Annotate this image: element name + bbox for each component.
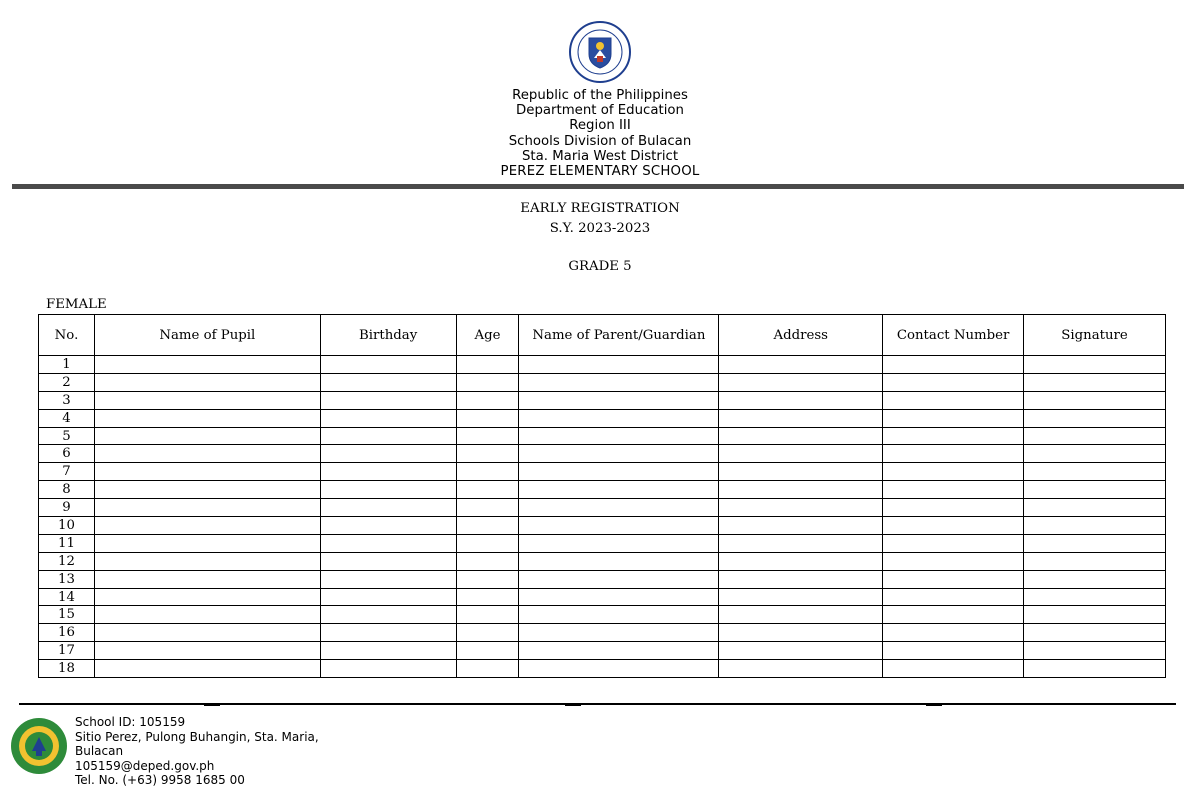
blank-cell[interactable]: [1024, 606, 1166, 624]
table-row: [39, 373, 1166, 391]
blank-cell[interactable]: [320, 373, 456, 391]
row-number: 18: [39, 660, 95, 678]
blank-cell[interactable]: [1024, 624, 1166, 642]
blank-cell[interactable]: [456, 463, 519, 481]
blank-cell[interactable]: [519, 588, 719, 606]
blank-cell[interactable]: [94, 606, 320, 624]
column-header-signature: Signature: [1024, 315, 1166, 356]
blank-cell[interactable]: [456, 642, 519, 660]
blank-cell[interactable]: [456, 534, 519, 552]
row-number: 9: [39, 499, 95, 517]
letterhead-line: Sta. Maria West District: [521, 148, 679, 164]
blank-cell[interactable]: [94, 552, 320, 570]
blank-cell[interactable]: [1024, 534, 1166, 552]
table-body: [39, 356, 1166, 678]
blank-cell[interactable]: [883, 463, 1024, 481]
blank-cell[interactable]: [456, 499, 519, 517]
blank-cell[interactable]: [519, 606, 719, 624]
school-email: 105159@deped.gov.ph: [75, 758, 215, 773]
blank-cell[interactable]: [456, 552, 519, 570]
row-number: 13: [39, 570, 95, 588]
letterhead-line: Department of Education: [516, 103, 684, 119]
blank-cell[interactable]: [883, 624, 1024, 642]
blank-cell[interactable]: [519, 517, 719, 535]
divider-tick: [926, 704, 942, 706]
column-header-birthday: Birthday: [320, 315, 456, 356]
blank-cell[interactable]: [320, 570, 456, 588]
blank-cell[interactable]: [1024, 517, 1166, 535]
blank-cell[interactable]: [320, 660, 456, 678]
row-number: 14: [39, 588, 95, 606]
table-row: [39, 356, 1166, 374]
blank-cell[interactable]: [320, 409, 456, 427]
blank-cell[interactable]: [1024, 356, 1166, 374]
blank-cell[interactable]: [320, 391, 456, 409]
footer-divider: [19, 703, 1176, 705]
blank-cell[interactable]: [94, 624, 320, 642]
blank-cell[interactable]: [519, 373, 719, 391]
table-row: [39, 391, 1166, 409]
blank-cell[interactable]: [883, 534, 1024, 552]
blank-cell[interactable]: [719, 373, 883, 391]
blank-cell[interactable]: [456, 427, 519, 445]
blank-cell[interactable]: [519, 391, 719, 409]
section-label: FEMALE: [46, 297, 107, 312]
blank-cell[interactable]: [519, 660, 719, 678]
column-header-name: Name of Pupil: [94, 315, 320, 356]
blank-cell[interactable]: [719, 534, 883, 552]
blank-cell[interactable]: [1024, 463, 1166, 481]
table-row: [39, 445, 1166, 463]
blank-cell[interactable]: [94, 356, 320, 374]
blank-cell[interactable]: [719, 427, 883, 445]
table-row: [39, 570, 1166, 588]
blank-cell[interactable]: [719, 660, 883, 678]
blank-cell[interactable]: [320, 427, 456, 445]
column-header-age: Age: [456, 315, 519, 356]
blank-cell[interactable]: [94, 642, 320, 660]
row-number: 4: [39, 409, 95, 427]
row-number: 15: [39, 606, 95, 624]
blank-cell[interactable]: [1024, 570, 1166, 588]
blank-cell[interactable]: [320, 606, 456, 624]
blank-cell[interactable]: [719, 481, 883, 499]
row-number: 2: [39, 373, 95, 391]
table-row: [39, 463, 1166, 481]
blank-cell[interactable]: [94, 409, 320, 427]
blank-cell[interactable]: [883, 427, 1024, 445]
column-header-parent: Name of Parent/Guardian: [519, 315, 719, 356]
table-row: [39, 499, 1166, 517]
blank-cell[interactable]: [719, 409, 883, 427]
table-row: [39, 409, 1166, 427]
blank-cell[interactable]: [519, 481, 719, 499]
blank-cell[interactable]: [320, 642, 456, 660]
blank-cell[interactable]: [719, 499, 883, 517]
blank-cell[interactable]: [456, 660, 519, 678]
column-header-no: No.: [39, 315, 95, 356]
table-row: [39, 660, 1166, 678]
row-number: 16: [39, 624, 95, 642]
blank-cell[interactable]: [456, 570, 519, 588]
school-telephone: Tel. No. (+63) 9958 1685 00: [75, 773, 245, 787]
blank-cell[interactable]: [1024, 409, 1166, 427]
table-header-row: [39, 315, 1166, 356]
blank-cell[interactable]: [719, 588, 883, 606]
table-row: [39, 534, 1166, 552]
blank-cell[interactable]: [719, 356, 883, 374]
blank-cell[interactable]: [519, 534, 719, 552]
blank-cell[interactable]: [883, 517, 1024, 535]
blank-cell[interactable]: [456, 481, 519, 499]
row-number: 3: [39, 391, 95, 409]
blank-cell[interactable]: [883, 373, 1024, 391]
row-number: 5: [39, 427, 95, 445]
blank-cell[interactable]: [320, 534, 456, 552]
blank-cell[interactable]: [94, 373, 320, 391]
blank-cell[interactable]: [94, 427, 320, 445]
blank-cell[interactable]: [94, 391, 320, 409]
table-row: [39, 552, 1166, 570]
school-name: PEREZ ELEMENTARY SCHOOL: [500, 164, 700, 180]
blank-cell[interactable]: [1024, 588, 1166, 606]
blank-cell[interactable]: [519, 427, 719, 445]
row-number: 12: [39, 552, 95, 570]
column-header-contact: Contact Number: [883, 315, 1024, 356]
blank-cell[interactable]: [456, 356, 519, 374]
row-number: 10: [39, 517, 95, 535]
table-row: [39, 606, 1166, 624]
blank-cell[interactable]: [519, 499, 719, 517]
blank-cell[interactable]: [456, 409, 519, 427]
blank-cell[interactable]: [456, 517, 519, 535]
blank-cell[interactable]: [456, 588, 519, 606]
blank-cell[interactable]: [94, 481, 320, 499]
blank-cell[interactable]: [883, 642, 1024, 660]
blank-cell[interactable]: [320, 356, 456, 374]
blank-cell[interactable]: [719, 606, 883, 624]
school-address: Sitio Perez, Pulong Buhangin, Sta. Maria,: [75, 729, 319, 744]
divider-gap: [155, 189, 213, 191]
blank-cell[interactable]: [519, 570, 719, 588]
school-id: School ID: 105159: [75, 715, 186, 729]
row-number: 11: [39, 534, 95, 552]
blank-cell[interactable]: [320, 624, 456, 642]
blank-cell[interactable]: [883, 356, 1024, 374]
deped-seal-logo: [563, 20, 637, 84]
blank-cell[interactable]: [1024, 427, 1166, 445]
blank-cell[interactable]: [456, 445, 519, 463]
school-address: Bulacan: [75, 744, 124, 758]
blank-cell[interactable]: [1024, 552, 1166, 570]
blank-cell[interactable]: [519, 409, 719, 427]
blank-cell[interactable]: [1024, 642, 1166, 660]
row-number: 8: [39, 481, 95, 499]
grade-label: GRADE 5: [568, 259, 632, 274]
table-row: [39, 588, 1166, 606]
divider-gap: [708, 189, 774, 191]
letterhead-line: Republic of the Philippines: [512, 88, 688, 103]
blank-cell[interactable]: [94, 499, 320, 517]
blank-cell[interactable]: [519, 463, 719, 481]
blank-cell[interactable]: [320, 517, 456, 535]
blank-cell[interactable]: [519, 356, 719, 374]
blank-cell[interactable]: [883, 606, 1024, 624]
blank-cell[interactable]: [456, 624, 519, 642]
blank-cell[interactable]: [719, 391, 883, 409]
blank-cell[interactable]: [883, 445, 1024, 463]
school-logo: [10, 717, 68, 775]
blank-cell[interactable]: [320, 445, 456, 463]
blank-cell[interactable]: [883, 391, 1024, 409]
row-number: 17: [39, 642, 95, 660]
blank-cell[interactable]: [719, 552, 883, 570]
row-number: 1: [39, 356, 95, 374]
blank-cell[interactable]: [456, 606, 519, 624]
blank-cell[interactable]: [1024, 499, 1166, 517]
table-row: [39, 517, 1166, 535]
table-row: [39, 642, 1166, 660]
blank-cell[interactable]: [883, 481, 1024, 499]
letterhead: [0, 88, 1200, 179]
blank-cell[interactable]: [94, 660, 320, 678]
blank-cell[interactable]: [320, 463, 456, 481]
divider-tick: [565, 704, 581, 706]
blank-cell[interactable]: [94, 588, 320, 606]
blank-cell[interactable]: [456, 391, 519, 409]
blank-cell[interactable]: [719, 570, 883, 588]
blank-cell[interactable]: [883, 409, 1024, 427]
blank-cell[interactable]: [883, 570, 1024, 588]
letterhead-line: Region III: [569, 118, 631, 134]
blank-cell[interactable]: [1024, 481, 1166, 499]
blank-cell[interactable]: [1024, 660, 1166, 678]
blank-cell[interactable]: [1024, 373, 1166, 391]
blank-cell[interactable]: [320, 481, 456, 499]
table-row: [39, 624, 1166, 642]
footer-contact: [75, 715, 319, 788]
blank-cell[interactable]: [1024, 391, 1166, 409]
school-year: S.Y. 2023-2023: [549, 221, 651, 236]
blank-cell[interactable]: [94, 534, 320, 552]
blank-cell[interactable]: [94, 463, 320, 481]
blank-cell[interactable]: [519, 642, 719, 660]
row-number: 6: [39, 445, 95, 463]
column-header-address: Address: [719, 315, 883, 356]
table-row: [39, 427, 1166, 445]
registration-table: [38, 314, 1166, 678]
blank-cell[interactable]: [320, 588, 456, 606]
blank-cell[interactable]: [94, 517, 320, 535]
blank-cell[interactable]: [883, 499, 1024, 517]
blank-cell[interactable]: [320, 552, 456, 570]
letterhead-line: Schools Division of Bulacan: [508, 133, 692, 149]
blank-cell[interactable]: [719, 642, 883, 660]
blank-cell[interactable]: [719, 463, 883, 481]
blank-cell[interactable]: [883, 588, 1024, 606]
blank-cell[interactable]: [519, 624, 719, 642]
divider-tick: [204, 704, 220, 706]
blank-cell[interactable]: [1024, 445, 1166, 463]
document-title: EARLY REGISTRATION: [520, 201, 680, 216]
table-row: [39, 481, 1166, 499]
blank-cell[interactable]: [94, 570, 320, 588]
blank-cell[interactable]: [519, 552, 719, 570]
blank-cell[interactable]: [94, 445, 320, 463]
blank-cell[interactable]: [456, 373, 519, 391]
blank-cell[interactable]: [320, 499, 456, 517]
blank-cell[interactable]: [519, 445, 719, 463]
row-number: 7: [39, 463, 95, 481]
blank-cell[interactable]: [883, 552, 1024, 570]
blank-cell[interactable]: [719, 445, 883, 463]
blank-cell[interactable]: [719, 517, 883, 535]
blank-cell[interactable]: [883, 660, 1024, 678]
blank-cell[interactable]: [719, 624, 883, 642]
